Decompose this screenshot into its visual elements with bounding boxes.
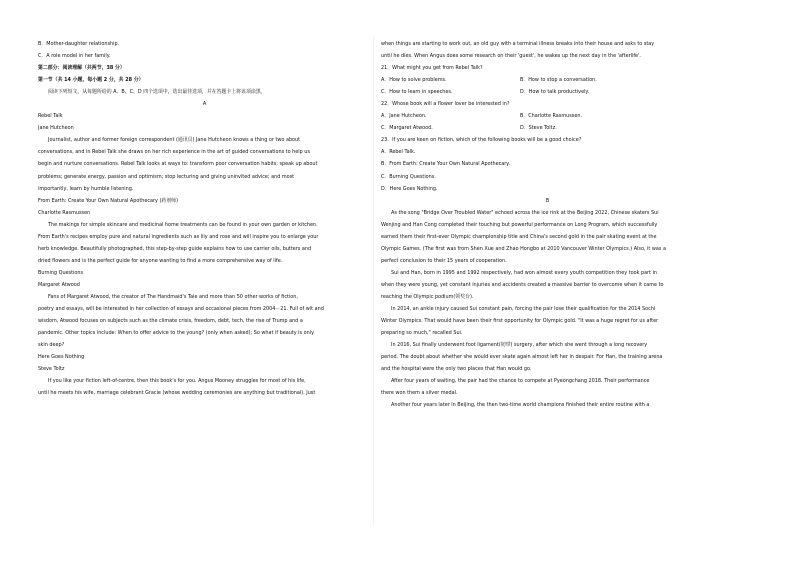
text-line: when things are starting to work out, an old guy with a terminal illness breaks into their house and asks to stay xyxy=(381,41,655,47)
q21-options-row-1 xyxy=(381,74,714,86)
text-line: Charlotte Rasmussen xyxy=(38,209,91,216)
text-line: wisdom, Atwood focuses on subjects such as the climate crisis, freedom, debt, tech, the rise of Trump and a xyxy=(38,318,303,325)
text-line: there won them a silver medal. xyxy=(381,390,458,397)
text-line: In 2016, Sui finally underwent foot ligament(韧带) surgery, after which she went through a long recovery xyxy=(391,342,648,349)
text-line: period. The doubt about whether she would ever skate again almost left her in despair. For Han, the training arena xyxy=(381,354,663,361)
text-line: A xyxy=(202,101,207,108)
text-line: 第一节（共 14 小题，每小题 2 分，共 28 分） xyxy=(38,77,144,84)
text-line: As the song "Bridge Over Troubled Water" echoed across the ice rink at the Beijing 2022, Chinese skaters Sui xyxy=(391,209,659,216)
text-line: Olympic Games. (The first was from Shen Xue and Zhao Hongbo at 2010 Vancouver Winter Olympics.) Also, it was a xyxy=(381,245,666,252)
right-column xyxy=(381,38,714,411)
q22-options-row-1 xyxy=(381,110,714,122)
text-line: If you like your fiction left-of-centre, then this book's for you. Angus Mooney struggles for most of his life, xyxy=(48,378,306,385)
q21-option-b: B．How to stop a conversation. xyxy=(520,77,597,84)
text-line: Journalist, author and former foreign correspondent (通讯员) Jane Hutcheon knows a thing or two about xyxy=(48,137,301,144)
q23-option-d: D．Here Goes Nothing. xyxy=(381,185,438,192)
text-line: earned them their first-ever Olympic championship title and China's second gold in the pair skating event at the xyxy=(381,233,657,240)
q21-option-a: A．How to solve problems. xyxy=(381,77,447,84)
text-line: 阅读下列短文，从每题所给的 A、B、C、D 四个选项中，选出最佳选项，并在答题卡上将该项涂黑。 xyxy=(48,89,266,96)
q22-option-d: D．Steve Toltz. xyxy=(520,125,557,132)
text-line: perfect conclusion to their 15 years of cooperation. xyxy=(381,257,507,264)
q21-option-c: C．How to learn in speeches. xyxy=(381,89,453,96)
text-line: until he meets his wife, marriage celebrant Gracie (whose wedding ceremonies are anything but traditional). Just xyxy=(38,390,316,397)
text-line: Here Goes Nothing xyxy=(38,354,85,361)
question-23: 23．If you are keen on fiction, which of the following books will be a good choice? xyxy=(381,137,582,144)
q22-options-row-2 xyxy=(381,122,714,134)
text-line: After four years of waiting, the pair had the chance to compete at Pyeongchang 2018. Their performance xyxy=(391,378,650,385)
text-line: Steve Toltz xyxy=(38,366,65,373)
text-line: preparing so much," recalled Sui. xyxy=(381,330,463,337)
text-line: until he dies. When Angus does some research on their 'guest', he wakes up the next day in the 'afterlife'. xyxy=(381,53,641,60)
text-line: In 2014, an ankle injury caused Sui constant pain, forcing the pair lose their qualification for the 2014 Sochi xyxy=(391,306,656,313)
text-line: Margaret Atwood xyxy=(38,281,80,288)
text-line: reaching the Olympic podium(领奖台). xyxy=(381,293,474,300)
text-line: herb knowledge. Beautifully photographed, this step-by-step guide explains how to use carrier oils, butters and xyxy=(38,245,312,252)
section-b-heading: B xyxy=(545,197,550,204)
text-line: poetry and essays, will be interested in her collection of essays and occasional pieces from 2004－21. Full of wit and xyxy=(38,306,324,313)
text-line: Sui and Han, born in 1995 and 1992 respectively, had won almost every youth competition they took part in xyxy=(391,269,658,276)
q22-option-b: B．Charlotte Rasmussen. xyxy=(520,113,582,120)
text-line: begin and nurture conversations. Rebel Talk looks at ways to: transform poor conversation habits; speak up about xyxy=(38,161,318,168)
q21-option-d: D．How to talk productively. xyxy=(520,89,590,96)
q21-options-row-2 xyxy=(381,86,714,98)
q23-option-a: A．Rebel Talk. xyxy=(381,149,416,156)
text-line: Fans of Margaret Atwood, the creator of The Handmaid's Tale and more than 50 other works of fiction, xyxy=(48,293,298,300)
text-line: dried flowers and is the perfect guide for anyone wanting to find a more comprehensive way of life. xyxy=(38,257,283,264)
text-line: 21．What might you get from Rebel Talk? xyxy=(381,65,483,72)
text-line: Another four years later in Beijing, the then two-time world champions finished their entire routine with a xyxy=(391,402,650,409)
text-line: when they were young, yet constant injuries and accidents created a massive barrier to overcome when it came to xyxy=(381,281,664,288)
left-column xyxy=(38,38,371,399)
text-line: Winter Olympics. That would have been their first opportunity for Olympic gold. "It was a huge regret for us after xyxy=(381,318,659,325)
q22-option-a: A．Jane Hutcheon. xyxy=(381,113,427,120)
text-line: Burning Questions xyxy=(38,269,84,276)
text-line: pandemic. Other topics include: When to offer advice to the young? (only when asked); So what if beauty is only xyxy=(38,330,314,337)
column-divider xyxy=(373,36,374,526)
text-line: 第二部分：阅读理解（共两节，38 分） xyxy=(38,65,125,72)
q23-option-b: B．From Earth: Create Your Own Natural Apothecary. xyxy=(381,161,511,168)
text-line: Wenjing and Han Cong completed their touching but powerful performance on Long Program, which successfully xyxy=(381,221,658,228)
text-line: Jane Hutcheon xyxy=(38,125,74,132)
question-22: 22．Whose book will a flower lover be interested in? xyxy=(381,101,510,108)
text-line: problems; generate energy, passion and optimism; stop lecturing and giving uninvited advice; and most xyxy=(38,173,295,180)
text-line: importantly, learn by humble listening. xyxy=(38,185,134,192)
text-line: Rebel Talk xyxy=(38,113,63,120)
q23-option-c: C．Burning Questions. xyxy=(381,173,436,180)
q22-option-c: C．Margaret Atwood. xyxy=(381,125,433,132)
text-line: The makings for simple skincare and medicinal home treatments can be found in your own garden or kitchen. xyxy=(48,221,318,228)
text-line: skin deep? xyxy=(38,342,65,349)
text-line: From Earth: Create Your Own Natural Apothecary (药剂师) xyxy=(38,197,178,204)
text-line: B．Mother-daughter relationship. xyxy=(38,41,120,47)
text-line: From Earth's recipes employ pure and natural ingredients such as lily and rose and will inspire you to enlarge your xyxy=(38,233,319,240)
text-line: C．A role model in her family. xyxy=(38,53,111,60)
text-line: and the hospital were the only two places that Han would go. xyxy=(381,366,532,373)
text-line: conversations, and in Rebel Talk she draws on her rich experience in the art of guided conversations to help us xyxy=(38,149,310,156)
